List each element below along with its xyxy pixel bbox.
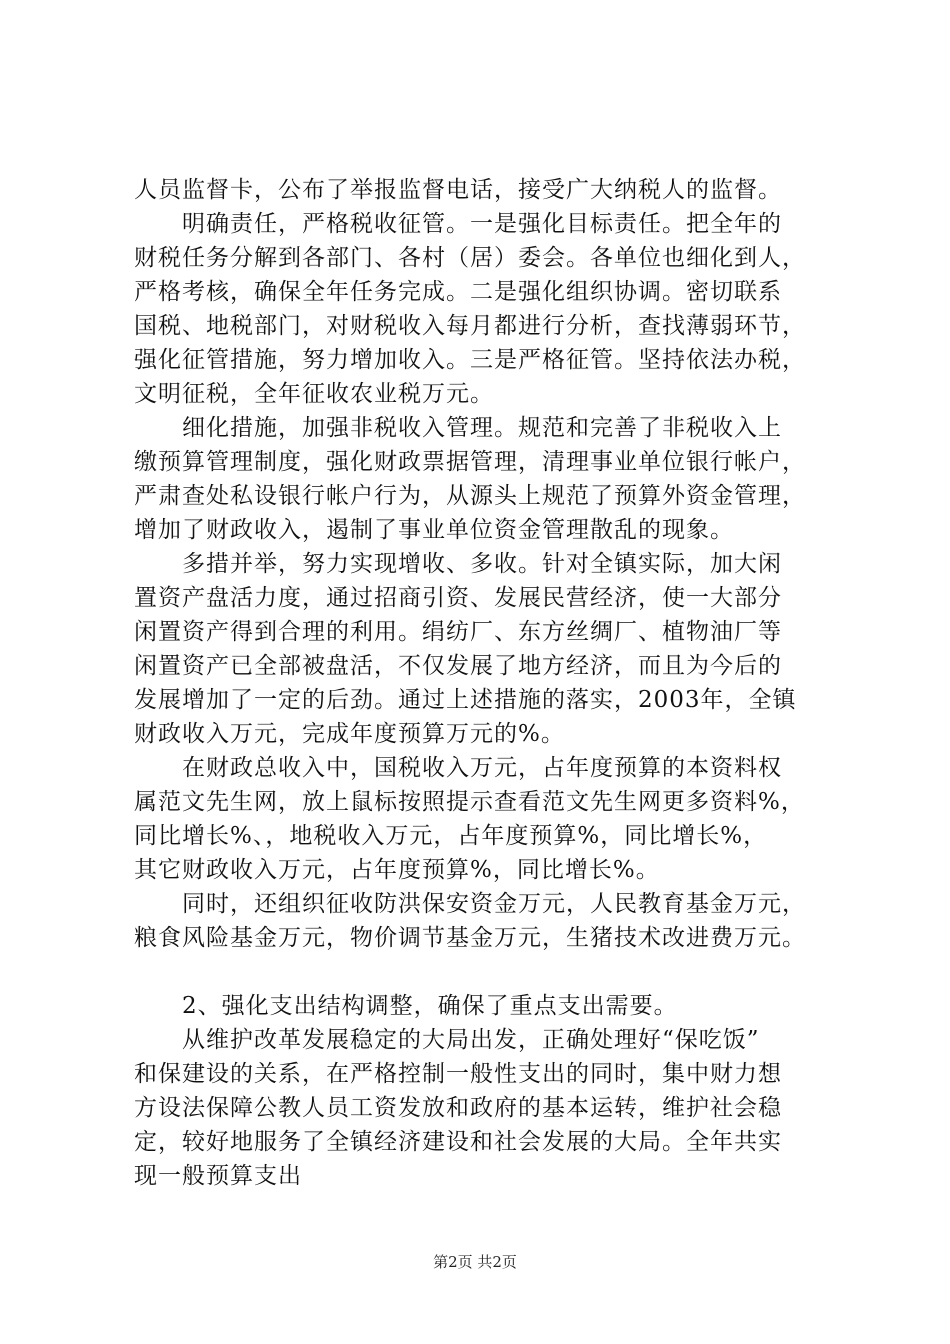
paragraph-line: 同时，还组织征收防洪保安资金万元，人民教育基金万元，: [182, 891, 806, 917]
paragraph-line: 发展增加了一定的后劲。通过上述措施的落实，2003年，全镇: [134, 687, 797, 713]
paragraph-line: 方设法保障公教人员工资发放和政府的基本运转，维护社会稳: [134, 1095, 782, 1121]
paragraph-line: 在财政总收入中，国税收入万元，占年度预算的本资料权: [182, 755, 782, 781]
paragraph-line: 国税、地税部门，对财税收入每月都进行分析，查找薄弱环节，: [134, 313, 806, 339]
paragraph-line: 从维护改革发展稳定的大局出发，正确处理好“保吃饭”: [182, 1027, 760, 1053]
paragraph-line: 强化征管措施，努力增加收入。三是严格征管。坚持依法办税，: [134, 347, 806, 373]
paragraph-line: 财税任务分解到各部门、各村（居）委会。各单位也细化到人，: [134, 245, 806, 271]
page-number-footer: 第2页 共2页: [433, 1253, 517, 1271]
paragraph-line: 粮食风险基金万元，物价调节基金万元，生猪技术改进费万元。: [134, 925, 806, 951]
paragraph-line: 闲置资产得到合理的利用。绢纺厂、东方丝绸厂、植物油厂等: [134, 619, 782, 645]
paragraph-line: 严格考核，确保全年任务完成。二是强化组织协调。密切联系: [134, 279, 782, 305]
document-body: [134, 173, 854, 1193]
paragraph-line: 文明征税，全年征收农业税万元。: [134, 381, 494, 407]
section-heading: 2、强化支出结构调整，确保了重点支出需要。: [182, 993, 678, 1019]
paragraph-line: 闲置资产已全部被盘活，不仅发展了地方经济，而且为今后的: [134, 653, 782, 679]
paragraph-line: 属范文先生网，放上鼠标按照提示查看范文先生网更多资料%，: [134, 789, 805, 815]
paragraph-line: 其它财政收入万元，占年度预算%，同比增长%。: [134, 857, 660, 883]
paragraph-line: 明确责任，严格税收征管。一是强化目标责任。把全年的: [182, 211, 782, 237]
paragraph-line: 严肃查处私设银行帐户行为，从源头上规范了预算外资金管理，: [134, 483, 806, 509]
paragraph-line: 人员监督卡，公布了举报监督电话，接受广大纳税人的监督。: [134, 177, 782, 203]
paragraph-line: 细化措施，加强非税收入管理。规范和完善了非税收入上: [182, 415, 782, 441]
paragraph-line: 和保建设的关系，在严格控制一般性支出的同时，集中财力想: [134, 1061, 782, 1087]
paragraph-line: 同比增长%、，地税收入万元，占年度预算%，同比增长%，: [134, 823, 768, 849]
paragraph-line: 缴预算管理制度，强化财政票据管理，清理事业单位银行帐户，: [134, 449, 806, 475]
paragraph-line: 定，较好地服务了全镇经济建设和社会发展的大局。全年共实: [134, 1129, 782, 1155]
paragraph-line: 增加了财政收入，遏制了事业单位资金管理散乱的现象。: [134, 517, 734, 543]
paragraph-line: 财政收入万元，完成年度预算万元的%。: [134, 721, 565, 747]
paragraph-line: 现一般预算支出: [134, 1163, 302, 1189]
paragraph-line: 置资产盘活力度，通过招商引资、发展民营经济，使一大部分: [134, 585, 782, 611]
paragraph-line: 多措并举，努力实现增收、多收。针对全镇实际，加大闲: [182, 551, 782, 577]
paragraph-gap: [134, 955, 854, 989]
